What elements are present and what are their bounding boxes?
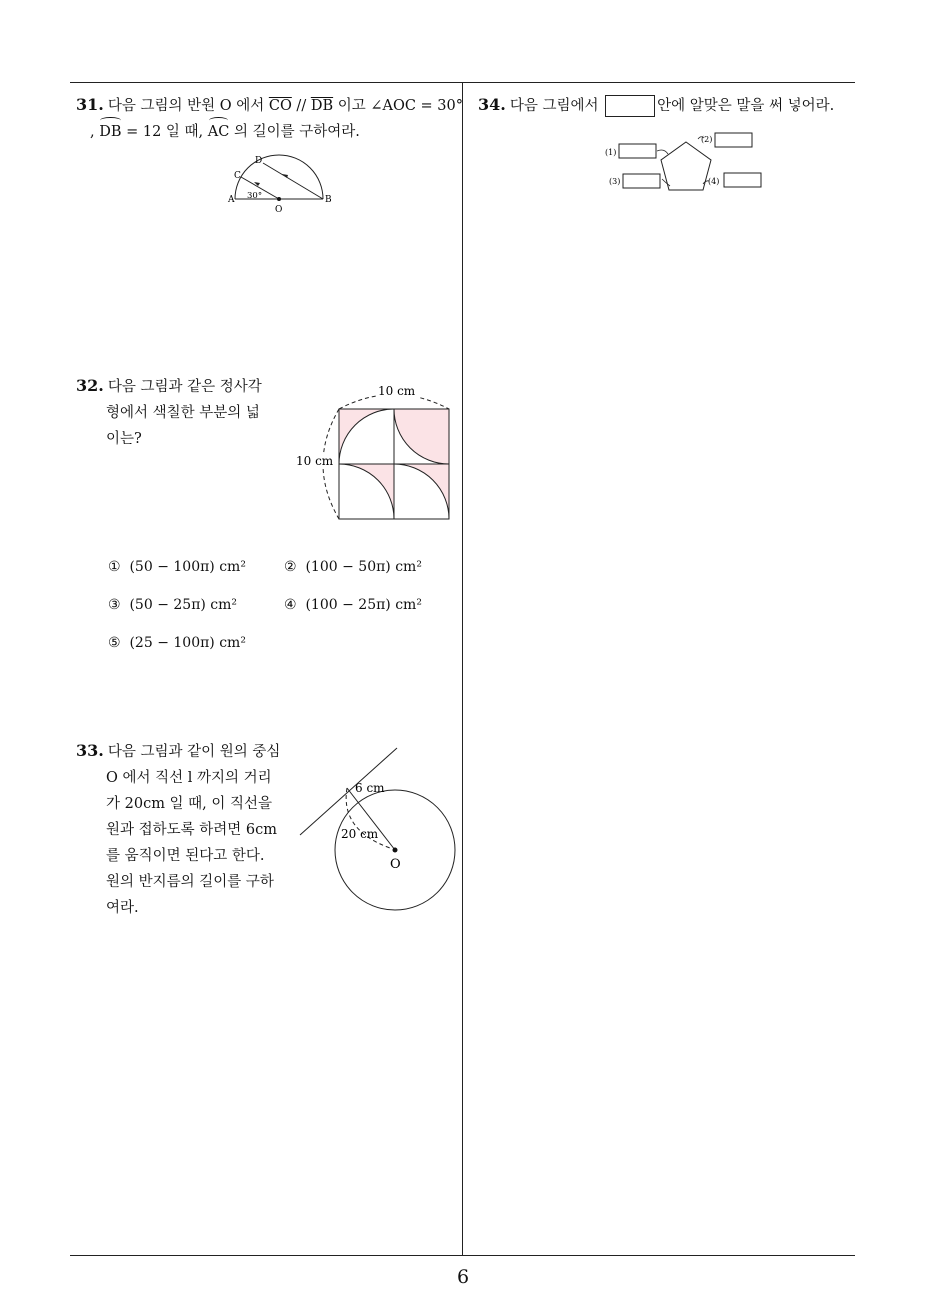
angle-label: 30° <box>247 191 263 201</box>
label-4: (4) <box>708 177 720 186</box>
question-number: 31. <box>76 95 104 114</box>
choice-1[interactable]: ① (50 − 100π) cm² <box>108 559 246 575</box>
label-o: O <box>390 857 401 872</box>
page-number: 6 <box>456 1266 470 1288</box>
answer-box-4[interactable] <box>724 173 761 187</box>
label-1: (1) <box>605 148 617 157</box>
question-31-line1: 31. 다음 그림의 반원 O 에서 $\overline{CO} // \overline{DB}$ 이고 ∠AOC = 30° <box>76 95 464 114</box>
answer-box-1[interactable] <box>619 144 656 158</box>
question-31-line2: , DB = 12 일 때, AC 의 길이를 구하여라. <box>76 119 460 145</box>
left-length-label: 10 cm <box>296 454 334 468</box>
choice-5[interactable]: ⑤ (25 − 100π) cm² <box>108 635 246 651</box>
center-o-dot <box>393 848 398 853</box>
q32-square-figure <box>292 378 457 523</box>
blank-box-icon <box>605 95 655 117</box>
segment-db-line <box>263 163 323 199</box>
label-20cm: 20 cm <box>341 827 379 841</box>
label-2: (2) <box>701 135 713 144</box>
label-3: (3) <box>609 177 621 186</box>
choice-4[interactable]: ④ (100 − 25π) cm² <box>284 597 422 613</box>
top-length-label: 10 cm <box>378 384 416 398</box>
label-a: A <box>228 195 235 205</box>
question-33: 33. 다음 그림과 같이 원의 중심 O 에서 직선 l 까지의 거리 가 20cm 일 때, 이 직선을 원과 접하도록 하려면 6cm 를 움직이면 된다고 한다. 원의 반지름의 길이를 구하 여라. <box>76 741 281 916</box>
q31-semicircle-figure <box>225 150 335 215</box>
segment-db: $\overline{DB}$ <box>310 98 334 114</box>
q33-circle-figure <box>295 740 465 915</box>
choice-2[interactable]: ② (100 − 50π) cm² <box>284 559 422 575</box>
question-31 <box>76 92 464 145</box>
arc-db: DB <box>99 119 121 145</box>
label-o: O <box>275 205 283 215</box>
label-b: B <box>325 195 332 205</box>
answer-box-3[interactable] <box>623 174 660 188</box>
arrow-db <box>282 174 288 178</box>
bottom-rule <box>70 1255 855 1256</box>
q34-pentagon-figure <box>600 128 765 196</box>
choice-3[interactable]: ③ (50 − 25π) cm² <box>108 597 238 613</box>
segment-co: $\overline{CO}$ <box>268 98 292 114</box>
question-34: 34. 다음 그림에서 안에 알맞은 말을 써 넣어라. <box>478 92 858 119</box>
question-32: 32. 다음 그림과 같은 정사각 형에서 색칠한 부분의 넓 이는? <box>76 376 262 447</box>
column-divider <box>462 82 463 1255</box>
label-c: C <box>234 171 241 181</box>
question-number: 33. <box>76 741 104 760</box>
answer-box-2[interactable] <box>715 133 752 147</box>
arc-ac: AC <box>208 119 230 145</box>
center-o-dot <box>277 197 281 201</box>
label-d: D <box>255 156 263 166</box>
pointer-1 <box>657 150 668 154</box>
label-6cm: 6 cm <box>355 781 385 795</box>
question-number: 32. <box>76 376 104 395</box>
question-number: 34. <box>478 95 506 114</box>
